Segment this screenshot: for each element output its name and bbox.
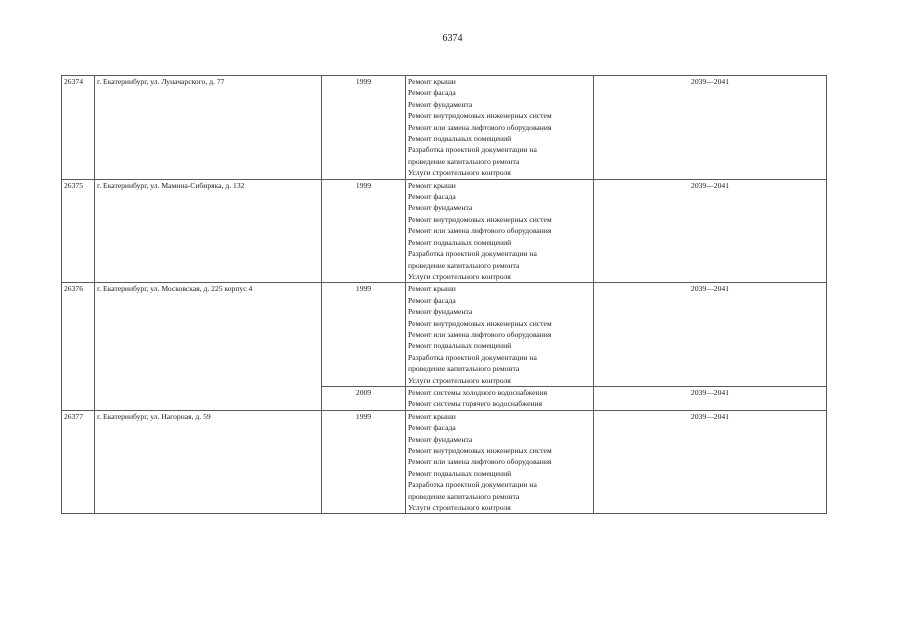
work-item: Ремонт или замена лифтового оборудования <box>408 329 552 339</box>
work-item: Разработка проектной документации на <box>408 480 537 490</box>
period-cell: 2039—2041 <box>594 283 827 387</box>
work-item: Ремонт подвальных помещений <box>408 237 512 247</box>
year-cell: 2009 <box>322 386 406 410</box>
works-cell <box>406 410 594 514</box>
work-item: Разработка проектной документации на <box>408 249 537 259</box>
address-cell: г. Екатеринбург, ул. Нагорная, д. 59 <box>95 410 322 514</box>
table-row <box>62 179 827 283</box>
work-item: Услуги строительного контроля <box>408 168 511 178</box>
work-item: Ремонт внутридомовых инженерных систем <box>408 318 552 328</box>
work-item: Ремонт фундамента <box>408 203 473 213</box>
works-cell <box>406 179 594 283</box>
work-item: Ремонт подвальных помещений <box>408 341 512 351</box>
work-item: Ремонт фундамента <box>408 434 473 444</box>
table-row <box>62 76 827 180</box>
work-item: Разработка проектной документации на <box>408 352 537 362</box>
work-item: Ремонт фасада <box>408 88 456 98</box>
work-item: Ремонт крыши <box>408 180 456 190</box>
work-item: Ремонт крыши <box>408 411 456 421</box>
work-item: проведение капитального ремонта <box>408 491 520 501</box>
address-cell: г. Екатеринбург, ул. Луначарского, д. 77 <box>95 76 322 180</box>
building-id-cell: 26375 <box>62 179 95 283</box>
work-item: Ремонт крыши <box>408 77 456 86</box>
work-item: Ремонт системы горячего водоснабжения <box>408 399 543 409</box>
work-item: Ремонт внутридомовых инженерных систем <box>408 214 552 224</box>
work-item: Ремонт фасада <box>408 192 456 202</box>
period-cell: 2039—2041 <box>594 76 827 180</box>
table-row <box>62 283 827 387</box>
work-item: Ремонт фасада <box>408 295 456 305</box>
year-cell: 1999 <box>322 76 406 180</box>
work-item: Услуги строительного контроля <box>408 375 511 385</box>
works-cell <box>406 283 594 387</box>
work-item: проведение капитального ремонта <box>408 260 520 270</box>
work-item: Ремонт внутридомовых инженерных систем <box>408 446 552 455</box>
work-item: Ремонт или замена лифтового оборудования <box>408 226 552 236</box>
year-cell: 1999 <box>322 179 406 283</box>
work-item: Ремонт подвальных помещений <box>408 468 512 478</box>
work-item: Ремонт системы холодного водоснабжения <box>408 387 548 397</box>
capital-repair-table <box>61 75 827 514</box>
work-item: Ремонт фундамента <box>408 307 473 317</box>
work-item: Ремонт подвальных помещений <box>408 134 512 144</box>
table-body <box>62 76 827 514</box>
year-cell: 1999 <box>322 283 406 387</box>
work-item: проведение капитального ремонта <box>408 156 520 166</box>
building-id-cell: 26377 <box>62 410 95 514</box>
work-item: Разработка проектной документации на <box>408 145 537 155</box>
period-cell: 2039—2041 <box>594 179 827 283</box>
building-id-cell: 26376 <box>62 283 95 410</box>
period-cell: 2039—2041 <box>594 410 827 514</box>
work-item: Услуги строительного контроля <box>408 271 511 281</box>
work-item: Ремонт или замена лифтового оборудования <box>408 457 552 467</box>
work-item: проведение капитального ремонта <box>408 364 520 374</box>
period-cell: 2039—2041 <box>594 386 827 410</box>
work-item: Ремонт крыши <box>408 284 456 294</box>
page-number: 6374 <box>442 33 463 44</box>
work-item: Ремонт фасада <box>408 423 456 433</box>
work-item: Ремонт или замена лифтового оборудования <box>408 122 552 132</box>
table-row <box>62 410 827 514</box>
works-cell <box>406 76 594 180</box>
work-item: Ремонт фундамента <box>408 99 473 109</box>
work-item: Ремонт внутридомовых инженерных систем <box>408 111 552 121</box>
address-cell: г. Екатеринбург, ул. Московская, д. 225 корпус 4 <box>95 283 322 410</box>
work-item: Услуги строительного контроля <box>408 503 511 513</box>
address-cell: г. Екатеринбург, ул. Мамина-Сибиряка, д. 132 <box>95 179 322 283</box>
year-cell: 1999 <box>322 410 406 514</box>
building-id-cell: 26374 <box>62 76 95 180</box>
works-cell <box>406 386 594 410</box>
